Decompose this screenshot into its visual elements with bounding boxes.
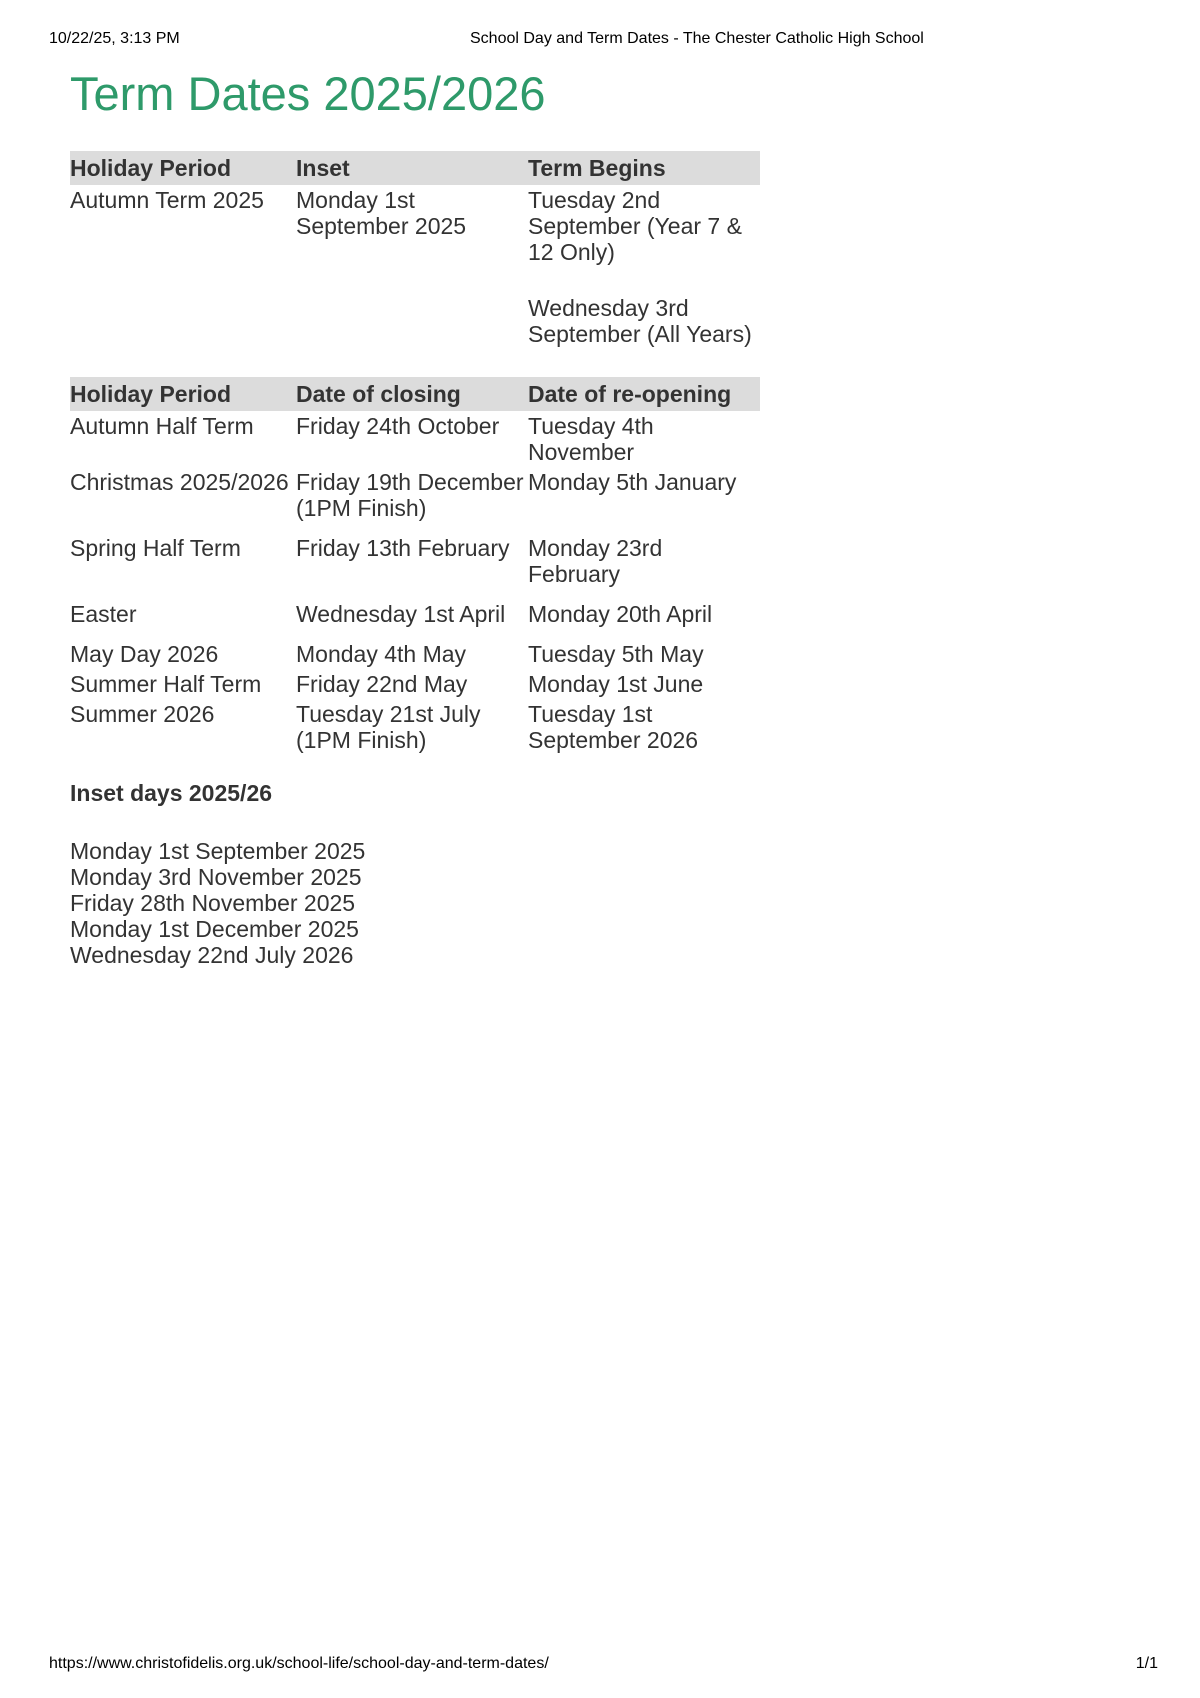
table-row bbox=[70, 185, 760, 349]
term-begins-cell bbox=[528, 185, 760, 349]
holiday-period-cell: Summer Half Term bbox=[70, 671, 262, 697]
table-header-row bbox=[70, 377, 760, 411]
reopening-date-cell: Tuesday 1st September 2026 bbox=[528, 701, 699, 753]
print-footer bbox=[0, 1655, 1200, 1677]
holiday-period-cell: Spring Half Term bbox=[70, 535, 241, 561]
term-start-table bbox=[70, 151, 760, 349]
reopening-date-cell: Monday 1st June bbox=[528, 671, 704, 697]
inset-days-heading: Inset days 2025/26 bbox=[70, 780, 273, 806]
list-item: Monday 1st December 2025 bbox=[70, 916, 359, 942]
column-header-holiday-period: Holiday Period bbox=[70, 377, 296, 411]
page-number: 1/1 bbox=[1135, 1655, 1158, 1672]
table-row bbox=[70, 639, 760, 669]
table-row bbox=[70, 411, 760, 467]
closing-date-cell: Tuesday 21st July (1PM Finish) bbox=[296, 701, 481, 753]
holiday-period-cell: Christmas 2025/2026 bbox=[70, 469, 289, 495]
closing-date-cell: Friday 19th December (1PM Finish) bbox=[296, 469, 524, 521]
column-header-holiday-period: Holiday Period bbox=[70, 151, 296, 185]
table-row bbox=[70, 699, 760, 755]
column-header-term-begins: Term Begins bbox=[528, 151, 760, 185]
list-item: Friday 28th November 2025 bbox=[70, 890, 356, 916]
print-date: 10/22/25, 3:13 PM bbox=[49, 30, 180, 47]
holiday-dates-table bbox=[70, 377, 760, 755]
print-url: https://www.christofidelis.org.uk/school-life/school-day-and-term-dates/ bbox=[49, 1655, 549, 1672]
closing-date-cell: Friday 13th February bbox=[296, 535, 510, 561]
closing-date-cell: Friday 22nd May bbox=[296, 671, 468, 697]
reopening-date-cell: Monday 23rd February bbox=[528, 535, 663, 587]
inset-days-list bbox=[70, 838, 365, 968]
term-begins-line: Tuesday 2nd September (Year 7 & 12 Only) bbox=[528, 187, 742, 265]
column-header-date-of-reopening: Date of re-opening bbox=[528, 377, 760, 411]
reopening-date-cell: Monday 5th January bbox=[528, 469, 737, 495]
holiday-period-cell: Autumn Half Term bbox=[70, 413, 254, 439]
column-header-date-of-closing: Date of closing bbox=[296, 377, 528, 411]
holiday-period-cell: May Day 2026 bbox=[70, 641, 219, 667]
page-title: Term Dates 2025/2026 bbox=[70, 67, 546, 120]
list-item: Monday 3rd November 2025 bbox=[70, 864, 362, 890]
closing-date-cell: Wednesday 1st April bbox=[296, 601, 506, 627]
table-row bbox=[70, 669, 760, 699]
closing-date-cell: Monday 4th May bbox=[296, 641, 467, 667]
reopening-date-cell: Tuesday 5th May bbox=[528, 641, 704, 667]
list-item: Wednesday 22nd July 2026 bbox=[70, 942, 354, 968]
holiday-period-cell: Autumn Term 2025 bbox=[70, 187, 264, 213]
holiday-period-cell: Easter bbox=[70, 601, 137, 627]
print-header bbox=[0, 30, 1200, 52]
column-header-inset: Inset bbox=[296, 151, 528, 185]
reopening-date-cell: Monday 20th April bbox=[528, 601, 713, 627]
closing-date-cell: Friday 24th October bbox=[296, 413, 500, 439]
table-row bbox=[70, 533, 760, 599]
table-row bbox=[70, 467, 760, 533]
holiday-period-cell: Summer 2026 bbox=[70, 701, 215, 727]
print-document-title: School Day and Term Dates - The Chester Catholic High School bbox=[470, 30, 924, 47]
term-begins-line: Wednesday 3rd September (All Years) bbox=[528, 295, 752, 347]
reopening-date-cell: Tuesday 4th November bbox=[528, 413, 654, 465]
table-header-row bbox=[70, 151, 760, 185]
list-item: Monday 1st September 2025 bbox=[70, 838, 366, 864]
table-row bbox=[70, 599, 760, 639]
inset-cell: Monday 1st September 2025 bbox=[296, 187, 467, 239]
